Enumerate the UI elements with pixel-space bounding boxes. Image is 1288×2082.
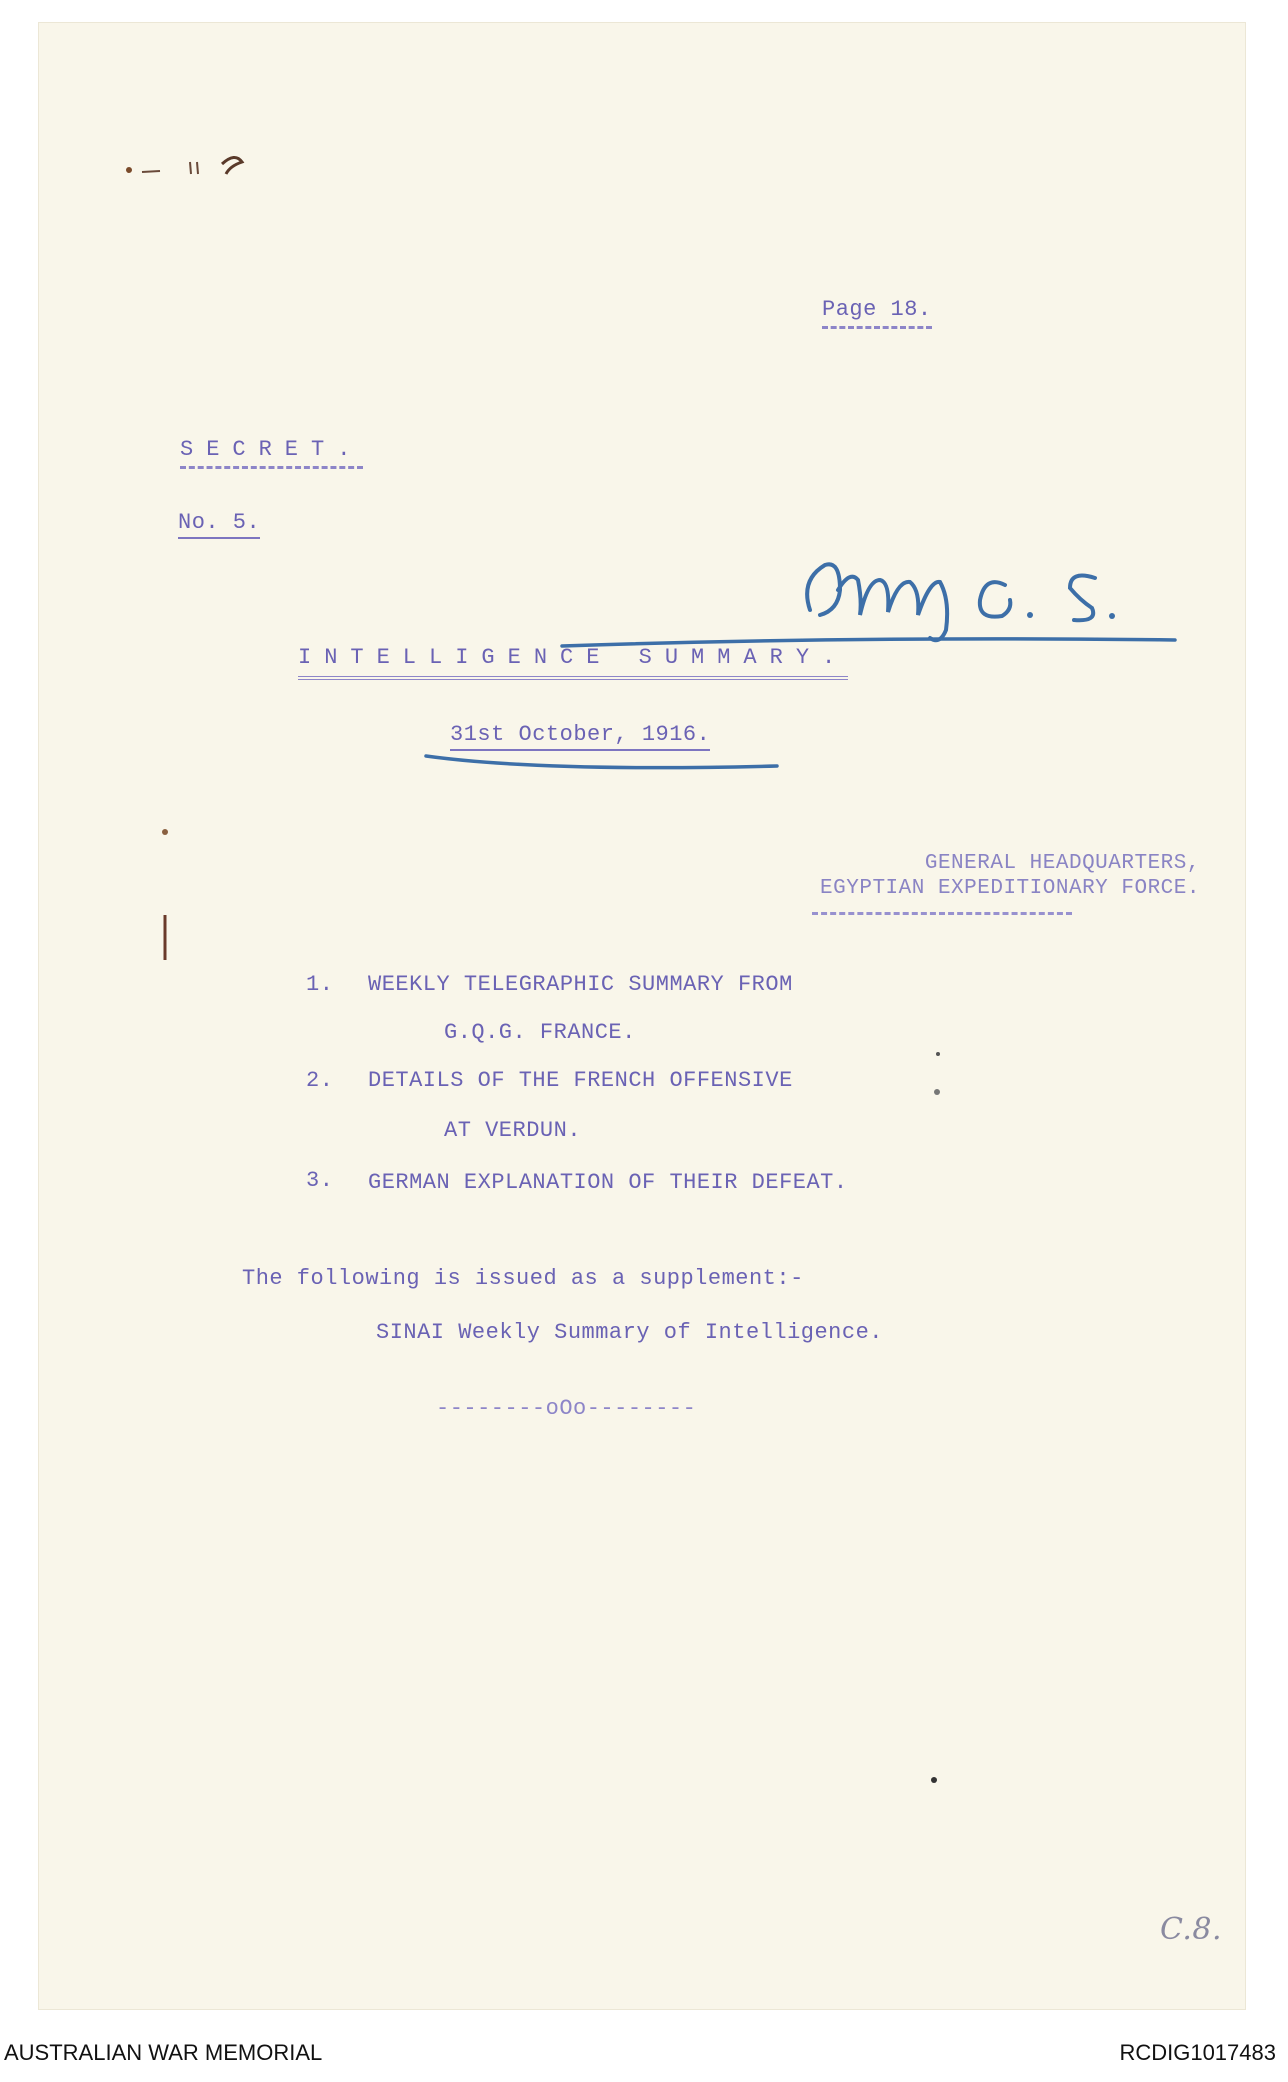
footer-right: RCDIG1017483: [1119, 2040, 1276, 2065]
margin-marks: [160, 820, 170, 980]
corner-mark: C.8.: [1160, 1912, 1223, 1947]
handwritten-note: [780, 520, 1180, 650]
contents-item-2-line2: AT VERDUN.: [444, 1118, 582, 1143]
document-number: No. 5.: [178, 510, 260, 539]
speck-marks: [930, 1050, 950, 1790]
contents-item-1-number: 1.: [306, 972, 334, 997]
headquarters-stamp: [740, 852, 1200, 915]
page-number: Page 18.: [822, 297, 932, 329]
classification-label: SECRET.: [180, 437, 363, 469]
contents-item-3-number: 3.: [306, 1168, 334, 1193]
stamp-rule: [812, 912, 1072, 915]
supplement-title: SINAI Weekly Summary of Intelligence.: [376, 1320, 883, 1345]
contents-item-1-line1: WEEKLY TELEGRAPHIC SUMMARY FROM: [368, 972, 793, 997]
stamp-line2: EGYPTIAN EXPEDITIONARY FORCE.: [820, 877, 1200, 900]
document-title: INTELLIGENCE SUMMARY.: [298, 645, 848, 680]
document-page: [38, 22, 1246, 2010]
pencil-underline-date: [422, 752, 782, 776]
end-mark: --------oOo--------: [436, 1396, 697, 1421]
pencil-marks: [120, 140, 270, 180]
contents-item-1-line2: G.Q.G. FRANCE.: [444, 1020, 636, 1045]
stamp-line1: GENERAL HEADQUARTERS,: [924, 852, 1200, 875]
handwriting-signature: [780, 520, 1180, 650]
contents-item-2-line1: DETAILS OF THE FRENCH OFFENSIVE: [368, 1068, 793, 1093]
supplement-intro: The following is issued as a supplement:-: [242, 1266, 804, 1291]
document-date: 31st October, 1916.: [450, 722, 710, 751]
footer-left: AUSTRALIAN WAR MEMORIAL: [4, 2040, 323, 2065]
contents-item-3-line1: GERMAN EXPLANATION OF THEIR DEFEAT.: [368, 1170, 848, 1195]
contents-item-2-number: 2.: [306, 1068, 334, 1093]
